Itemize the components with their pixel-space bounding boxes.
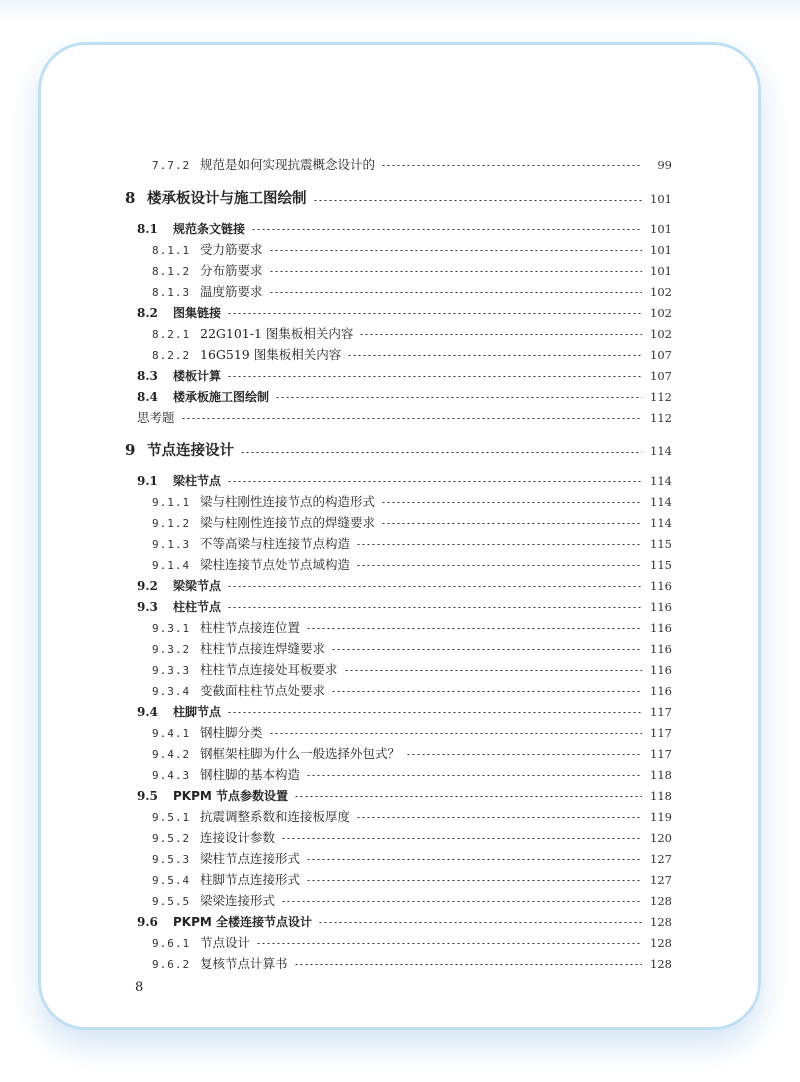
toc-entry-title: 梁与柱刚性连接节点的构造形式 (200, 494, 376, 509)
toc-entry[interactable] (152, 662, 672, 679)
toc-entry[interactable] (152, 536, 672, 553)
toc-entry-number: 9.6 (137, 915, 158, 929)
toc-entry[interactable] (152, 956, 672, 973)
toc-entry-title: 梁柱节点 (173, 474, 222, 488)
toc-entry-page: 112 (650, 390, 672, 404)
toc-entry-title: 钢柱脚分类 (200, 725, 263, 740)
dot-leader (318, 922, 642, 923)
toc-entry-page: 107 (650, 369, 672, 383)
toc-entry-title: 梁柱节点连接形式 (200, 851, 301, 866)
toc-entry-page: 102 (650, 327, 672, 341)
toc-entry[interactable] (152, 620, 672, 637)
toc-entry-number: 9.3.1 (152, 622, 191, 635)
toc-entry-number: 9.1.4 (152, 559, 191, 572)
toc-entry[interactable] (152, 767, 672, 784)
toc-entry[interactable] (137, 389, 672, 406)
dot-leader (275, 397, 642, 398)
toc-entry-number: 9.4 (137, 705, 158, 719)
toc-entry-title: 柱柱节点接连焊缝要求 (200, 641, 326, 656)
toc-entry-title: 柱柱节点 (173, 600, 222, 614)
toc-entry-title: 不等高梁与柱连接节点构造 (200, 536, 351, 551)
toc-entry[interactable] (137, 221, 672, 238)
toc-entry-number: 9 (125, 441, 136, 459)
dot-leader (227, 481, 642, 482)
toc-entry-title: 楼板计算 (173, 369, 222, 383)
dot-leader (181, 418, 642, 419)
toc-entry[interactable] (137, 305, 672, 322)
toc-entry-page: 117 (650, 747, 672, 761)
toc-entry-page: 101 (650, 192, 672, 206)
toc-entry[interactable] (152, 157, 672, 174)
toc-entry-number: 8.2 (137, 306, 158, 320)
toc-entry-title: 柱脚节点 (173, 705, 222, 719)
page-number: 8 (135, 980, 144, 995)
toc-entry-number: 9.1.3 (152, 538, 191, 551)
toc-entry[interactable] (137, 704, 672, 721)
toc-entry-number: 9.5 (137, 789, 158, 803)
toc-entry-number: 9.6.1 (152, 937, 191, 950)
toc-entry-number: 9.5.2 (152, 832, 191, 845)
toc-entry[interactable] (152, 242, 672, 259)
toc-entry-title: 钢柱脚的基本构造 (200, 767, 301, 782)
toc-entry-page: 102 (650, 285, 672, 299)
dot-leader (240, 452, 642, 453)
dot-leader (227, 586, 642, 587)
toc-entry-page: 114 (650, 474, 672, 488)
toc-entry-title: 受力筋要求 (200, 242, 263, 257)
dot-leader (227, 376, 642, 377)
toc-entry-title: 楼承板施工图绘制 (173, 390, 270, 404)
toc-entry-number: 9.5.4 (152, 874, 191, 887)
dot-leader (269, 250, 642, 251)
toc-entry-page: 101 (650, 222, 672, 236)
dot-leader (356, 817, 642, 818)
toc-entry-title: 钢框架柱脚为什么一般选择外包式？ (200, 746, 401, 761)
toc-entry[interactable] (152, 326, 672, 343)
toc-entry[interactable] (152, 872, 672, 889)
toc-entry-title: 22G101-1 图集板相关内容 (200, 326, 354, 341)
dot-leader (406, 754, 642, 755)
dot-leader (344, 670, 642, 671)
toc-entry-title: 变截面柱柱节点处要求 (200, 683, 326, 698)
toc-entry-page: 101 (650, 264, 672, 278)
toc-entry-page: 128 (650, 936, 672, 950)
toc-entry-title: 梁梁连接形式 (200, 893, 276, 908)
toc-entry-title: 梁梁节点 (173, 579, 222, 593)
toc-entry-number: 9.1 (137, 474, 158, 488)
toc-entry-page: 112 (650, 411, 672, 425)
toc-entry-page: 116 (650, 663, 672, 677)
toc-entry-title: 图集链接 (173, 306, 222, 320)
toc-entry-number: 9.3 (137, 600, 158, 614)
toc-entry-page: 115 (650, 537, 672, 551)
toc-entry-page: 120 (650, 831, 672, 845)
toc-entry-number: 9.1.1 (152, 496, 191, 509)
toc-entry[interactable] (152, 683, 672, 700)
toc-entry[interactable] (152, 830, 672, 847)
toc-entry-title: 规范是如何实现抗震概念设计的 (200, 157, 376, 172)
toc-entry-number: 9.6.2 (152, 958, 191, 971)
dot-leader (306, 859, 642, 860)
toc-entry-page: 117 (650, 726, 672, 740)
toc-entry-page: 116 (650, 579, 672, 593)
toc-entry-number: 8.3 (137, 369, 158, 383)
toc-entry-page: 127 (650, 852, 672, 866)
dot-leader (306, 628, 642, 629)
dot-leader (381, 523, 642, 524)
toc-entry-page: 128 (650, 894, 672, 908)
dot-leader (294, 796, 642, 797)
toc-entry-page: 107 (650, 348, 672, 362)
toc-entry[interactable] (152, 851, 672, 868)
toc-entry[interactable] (152, 347, 672, 364)
toc-entry-page: 115 (650, 558, 672, 572)
toc-entry[interactable] (152, 263, 672, 280)
toc-entry-number: 9.2 (137, 579, 158, 593)
toc-entry-title: 规范条文链接 (173, 222, 246, 236)
toc-entry-number: 7.7.2 (152, 159, 191, 172)
dot-leader (347, 355, 642, 356)
toc-entry-page: 114 (650, 444, 672, 458)
toc-entry-page: 117 (650, 705, 672, 719)
dot-leader (269, 292, 642, 293)
dot-leader (269, 271, 642, 272)
toc-entry[interactable] (152, 284, 672, 301)
toc-entry-page: 99 (657, 158, 672, 172)
dot-leader (306, 880, 642, 881)
toc-entry-title: 思考题 (137, 410, 175, 425)
toc-entry[interactable] (137, 410, 672, 427)
toc-entry-number: 9.4.3 (152, 769, 191, 782)
dot-leader (269, 733, 642, 734)
toc-entry-title: 柱脚节点连接形式 (200, 872, 301, 887)
toc-entry-title: 柱柱节点接连位置 (200, 620, 301, 635)
toc-entry[interactable] (152, 746, 672, 763)
dot-leader (306, 775, 642, 776)
dot-leader (227, 712, 642, 713)
toc-entry[interactable] (137, 578, 672, 595)
toc-entry-number: 9.4.2 (152, 748, 191, 761)
dot-leader (313, 200, 643, 201)
toc-entry-number: 9.5.1 (152, 811, 191, 824)
toc-entry-number: 9.5.3 (152, 853, 191, 866)
toc-entry-page: 118 (650, 789, 672, 803)
dot-leader (356, 565, 642, 566)
dot-leader (251, 229, 642, 230)
toc-entry[interactable] (137, 368, 672, 385)
toc-entry-page: 102 (650, 306, 672, 320)
toc-entry-title: 节点连接设计 (147, 443, 234, 459)
toc-entry-title: 分布筋要求 (200, 263, 263, 278)
toc-entry-title: 16G519 图集板相关内容 (200, 347, 342, 362)
dot-leader (227, 607, 642, 608)
toc-entry-title: 节点设计 (200, 935, 251, 950)
toc-entry-page: 116 (650, 684, 672, 698)
toc-entry-page: 116 (650, 642, 672, 656)
toc-entry[interactable] (137, 473, 672, 490)
toc-entry-number: 8.4 (137, 390, 158, 404)
toc-entry[interactable] (152, 935, 672, 952)
toc-entry[interactable] (152, 557, 672, 574)
toc-entry-page: 116 (650, 600, 672, 614)
toc-entry[interactable] (152, 494, 672, 511)
dot-leader (227, 313, 642, 314)
toc-entry-number: 9.4.1 (152, 727, 191, 740)
toc-entry-number: 9.1.2 (152, 517, 191, 530)
toc-entry-number: 9.3.4 (152, 685, 191, 698)
toc-entry-page: 127 (650, 873, 672, 887)
toc-entry[interactable] (137, 788, 672, 805)
toc-entry-number: 8.1.2 (152, 265, 191, 278)
dot-leader (331, 691, 642, 692)
toc-entry-number: 9.5.5 (152, 895, 191, 908)
dot-leader (281, 838, 642, 839)
toc-entry-page: 116 (650, 621, 672, 635)
toc-entry[interactable] (137, 599, 672, 616)
toc-entry-title: 温度筋要求 (200, 284, 263, 299)
dot-leader (356, 544, 642, 545)
dot-leader (281, 901, 642, 902)
toc-entry-title: 连接设计参数 (200, 830, 276, 845)
toc-entry-page: 101 (650, 243, 672, 257)
toc-entry-title: PKPM 全楼连接节点设计 (173, 915, 313, 929)
toc-entry-title: 梁与柱刚性连接节点的焊缝要求 (200, 515, 376, 530)
toc-entry-page: 128 (650, 957, 672, 971)
toc-entry[interactable] (125, 440, 672, 462)
toc-entry-title: 楼承板设计与施工图绘制 (147, 191, 307, 207)
toc-entry-page: 114 (650, 495, 672, 509)
dot-leader (381, 502, 642, 503)
toc-entry-page: 128 (650, 915, 672, 929)
toc-entry-title: 抗震调整系数和连接板厚度 (200, 809, 351, 824)
toc-entry-number: 8.1.1 (152, 244, 191, 257)
toc-entry-title: 柱柱节点连接处耳板要求 (200, 662, 338, 677)
toc-entry-number: 9.3.3 (152, 664, 191, 677)
toc-entry-title: PKPM 节点参数设置 (173, 789, 289, 803)
toc-entry[interactable] (152, 809, 672, 826)
toc-entry-number: 8 (125, 189, 136, 207)
dot-leader (331, 649, 642, 650)
dot-leader (359, 334, 642, 335)
toc-entry[interactable] (152, 641, 672, 658)
toc-entry-page: 119 (650, 810, 672, 824)
toc-entry[interactable] (152, 893, 672, 910)
dot-leader (294, 964, 642, 965)
toc-entry[interactable] (152, 515, 672, 532)
toc-entry[interactable] (137, 914, 672, 931)
toc-entry-page: 118 (650, 768, 672, 782)
toc-entry-number: 8.1.3 (152, 286, 191, 299)
toc-entry-title: 复核节点计算书 (200, 956, 288, 971)
dot-leader (381, 165, 642, 166)
toc-entry[interactable] (125, 188, 672, 210)
toc-entry-number: 9.3.2 (152, 643, 191, 656)
toc-entry-page: 114 (650, 516, 672, 530)
toc-entry-number: 8.1 (137, 222, 158, 236)
dot-leader (256, 943, 642, 944)
toc-entry-number: 8.2.2 (152, 349, 191, 362)
toc-entry-title: 梁柱连接节点处节点域构造 (200, 557, 351, 572)
toc-entry-number: 8.2.1 (152, 328, 191, 341)
toc-entry[interactable] (152, 725, 672, 742)
